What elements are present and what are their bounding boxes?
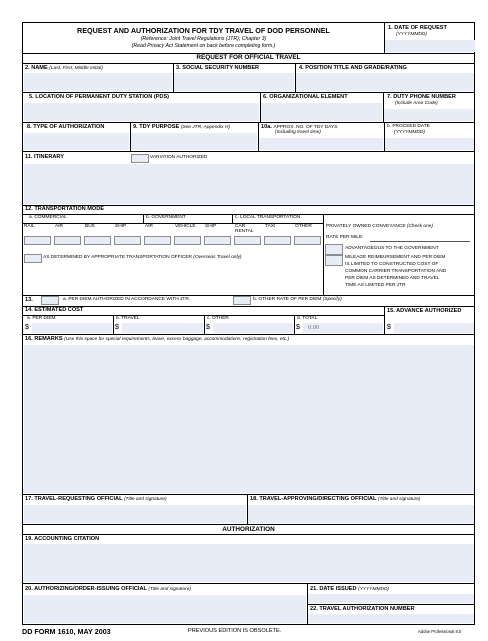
- tdy-days-label: 10a. APPROX. NO. OF TDY DAYS: [261, 124, 338, 130]
- mode-gov-ship-checkbox[interactable]: [204, 236, 231, 245]
- transport-commercial-label: a. COMMERCIAL: [29, 215, 67, 220]
- form-reference: (Reference: Joint Travel Regulations (JTR), Chapter 3): [140, 36, 267, 42]
- per-diem-jtr-checkbox[interactable]: [41, 296, 59, 305]
- type-auth-label: 8. TYPE OF AUTHORIZATION: [27, 124, 105, 130]
- accounting-citation-field[interactable]: [24, 544, 474, 582]
- cost-other-label: c. OTHER: [207, 316, 229, 321]
- cost-per-diem-field[interactable]: [32, 323, 112, 333]
- position-label: 4. POSITION TITLE AND GRADE/RATING: [299, 65, 407, 71]
- cost-per-diem-currency: $: [25, 324, 29, 331]
- auth-number-label: 22. TRAVEL AUTHORIZATION NUMBER: [310, 606, 415, 612]
- org-element-field[interactable]: [261, 103, 382, 121]
- proceed-date-label: b. PROCEED DATE: [387, 124, 430, 129]
- itinerary-field[interactable]: [24, 164, 474, 204]
- ssn-field[interactable]: [174, 73, 294, 91]
- variation-checkbox[interactable]: [131, 154, 149, 163]
- mode-bus-checkbox[interactable]: [84, 236, 111, 245]
- mode-gov-vehicle-checkbox[interactable]: [174, 236, 201, 245]
- mode-ship-label: SHIP: [115, 224, 127, 229]
- form-title: REQUEST AND AUTHORIZATION FOR TDY TRAVEL OF DOD PERSONNEL: [77, 26, 330, 35]
- obsolete-note: PREVIOUS EDITION IS OBSOLETE.: [188, 628, 282, 634]
- name-field[interactable]: [24, 73, 172, 91]
- cost-total-value: 0.00: [308, 324, 320, 331]
- issuing-official-label: 20. AUTHORIZING/ORDER-ISSUING OFFICIAL (Title and signature): [25, 586, 192, 592]
- tdy-purpose-field[interactable]: [131, 133, 257, 150]
- cost-total-currency: $: [296, 324, 300, 331]
- tdy-days-hint: (Including travel time): [275, 130, 321, 135]
- remarks-field[interactable]: [24, 345, 474, 493]
- date-of-request-format: (YYYYMMDD): [396, 32, 427, 37]
- cost-total-label: d. TOTAL: [297, 316, 318, 321]
- advance-currency: $: [387, 324, 391, 331]
- mode-car-rental-checkbox[interactable]: [234, 236, 261, 245]
- cost-other-currency: $: [206, 324, 210, 331]
- mode-taxi-checkbox[interactable]: [264, 236, 291, 245]
- mode-rail-checkbox[interactable]: [24, 236, 51, 245]
- other-rate-checkbox[interactable]: [233, 296, 251, 305]
- advantageous-label: ADVANTAGEOUS TO THE GOVERNMENT: [345, 246, 439, 251]
- issuing-official-field[interactable]: [24, 595, 306, 623]
- approving-official-field[interactable]: [248, 505, 474, 523]
- transport-local-label: c. LOCAL TRANSPORTATION: [235, 215, 301, 220]
- mode-bus-label: BUS: [85, 224, 95, 229]
- date-of-request-label: 1. DATE OF REQUEST: [388, 25, 447, 31]
- itinerary-label: 11. ITINERARY: [25, 154, 64, 160]
- mode-other-checkbox[interactable]: [294, 236, 321, 245]
- approving-official-label: 18. TRAVEL-APPROVING/DIRECTING OFFICIAL (Title and signature): [250, 496, 421, 502]
- section-request-title: REQUEST FOR OFFICIAL TRAVEL: [196, 54, 301, 61]
- position-field[interactable]: [296, 73, 474, 91]
- poc-label: PRIVATELY OWNED CONVEYANCE (Check one): [326, 224, 434, 229]
- cost-travel-label: b. TRAVEL: [116, 316, 140, 321]
- duty-phone-label: 7. DUTY PHONE NUMBER: [387, 94, 456, 100]
- requesting-official-label: 17. TRAVEL-REQUESTING OFFICIAL (Title and signature): [25, 496, 167, 502]
- date-issued-label: 21. DATE ISSUED (YYYYMMDD): [310, 586, 390, 592]
- mileage-line-1: MILEAGE REIMBURSEMENT AND PER DIEM: [345, 255, 446, 260]
- advantageous-checkbox[interactable]: [325, 244, 343, 255]
- mileage-limited-checkbox[interactable]: [325, 255, 343, 266]
- duty-station-label: 5. LOCATION OF PERMANENT DUTY STATION (PDS): [29, 94, 170, 100]
- ssn-label: 3. SOCIAL SECURITY NUMBER: [176, 65, 260, 71]
- software-note: Adobe Professional 8.0: [418, 629, 462, 634]
- cost-other-field[interactable]: [213, 323, 293, 333]
- other-rate-label: b. OTHER RATE OF PER DIEM (Specify): [253, 297, 342, 302]
- rate-per-mile-line[interactable]: [370, 241, 470, 242]
- cost-per-diem-label: a. PER DIEM: [27, 316, 56, 321]
- travel-form: [22, 22, 475, 625]
- remarks-label: 16. REMARKS (Use this space for special requirements, leave, excess baggage, accommodations, registration fees, etc.): [25, 336, 290, 342]
- cost-travel-field[interactable]: [122, 323, 203, 333]
- mode-ship-checkbox[interactable]: [114, 236, 141, 245]
- accounting-citation-label: 19. ACCOUNTING CITATION: [25, 536, 100, 542]
- mode-air-label: AIR: [55, 224, 63, 229]
- mode-gov-air-checkbox[interactable]: [144, 236, 171, 245]
- proceed-date-format: (YYYYMMDD): [394, 130, 425, 135]
- determined-checkbox[interactable]: [24, 254, 42, 263]
- name-label: 2. NAME (Last, First, Middle Initial): [25, 65, 103, 71]
- mode-rail-label: RAIL: [24, 224, 35, 229]
- advance-field[interactable]: [394, 323, 474, 333]
- mode-gov-vehicle-label: VEHICLE: [175, 224, 196, 229]
- date-issued-field[interactable]: [308, 594, 474, 603]
- estimated-cost-title: 14. ESTIMATED COST: [25, 307, 84, 313]
- auth-number-field[interactable]: [308, 614, 474, 623]
- mode-other-label: OTHER: [295, 224, 312, 229]
- date-of-request-field[interactable]: [385, 40, 475, 52]
- transport-government-label: b. GOVERNMENT: [146, 215, 186, 220]
- type-auth-field[interactable]: [24, 133, 129, 150]
- per-diem-jtr-label: a. PER DIEM AUTHORIZED IN ACCORDANCE WITH JTR.: [63, 297, 191, 302]
- mode-car-rental-label: CAR RENTAL: [235, 224, 254, 234]
- duty-phone-hint: (Include Area Code): [395, 101, 438, 106]
- mode-air-checkbox[interactable]: [54, 236, 81, 245]
- determined-label: AS DETERMINED BY APPROPRIATE TRANSPORTATION OFFICER (Overseas Travel only): [43, 255, 242, 260]
- mode-gov-air-label: AIR: [145, 224, 153, 229]
- mileage-line-5: TIME AS LIMITED PER JTR: [345, 283, 406, 288]
- requesting-official-field[interactable]: [24, 505, 246, 523]
- cost-travel-currency: $: [115, 324, 119, 331]
- duty-phone-field[interactable]: [384, 109, 474, 121]
- mode-taxi-label: TAXI: [265, 224, 276, 229]
- proceed-date-field[interactable]: [385, 138, 474, 150]
- mileage-line-4: PER DIEM AS DETERMINED AND TRAVEL: [345, 276, 440, 281]
- mileage-line-3: COMMON CARRIER TRANSPORTATION AND: [345, 269, 447, 274]
- form-privacy-note: (Read Privacy Act Statement on back before completing form.): [131, 43, 276, 49]
- authorization-title: AUTHORIZATION: [222, 526, 275, 533]
- variation-label: VARIATION AUTHORIZED: [150, 155, 208, 160]
- transport-title: 12. TRANSPORTATION MODE: [25, 206, 105, 212]
- per-diem-number: 13.: [25, 297, 33, 303]
- mileage-line-2: IS LIMITED TO CONSTRUCTED COST OF: [345, 262, 439, 267]
- tdy-days-field[interactable]: [259, 138, 383, 150]
- form-id: DD FORM 1610, MAY 2003: [22, 627, 111, 636]
- org-element-label: 6. ORGANIZATIONAL ELEMENT: [263, 94, 348, 100]
- mode-gov-ship-label: SHIP: [205, 224, 217, 229]
- rate-per-mile-label: RATE PER MILE:: [326, 235, 364, 240]
- duty-station-field[interactable]: [24, 103, 259, 121]
- advance-label: 15. ADVANCE AUTHORIZED: [387, 308, 462, 314]
- tdy-purpose-label: 9. TDY PURPOSE (See JTR, Appendix H): [133, 124, 230, 130]
